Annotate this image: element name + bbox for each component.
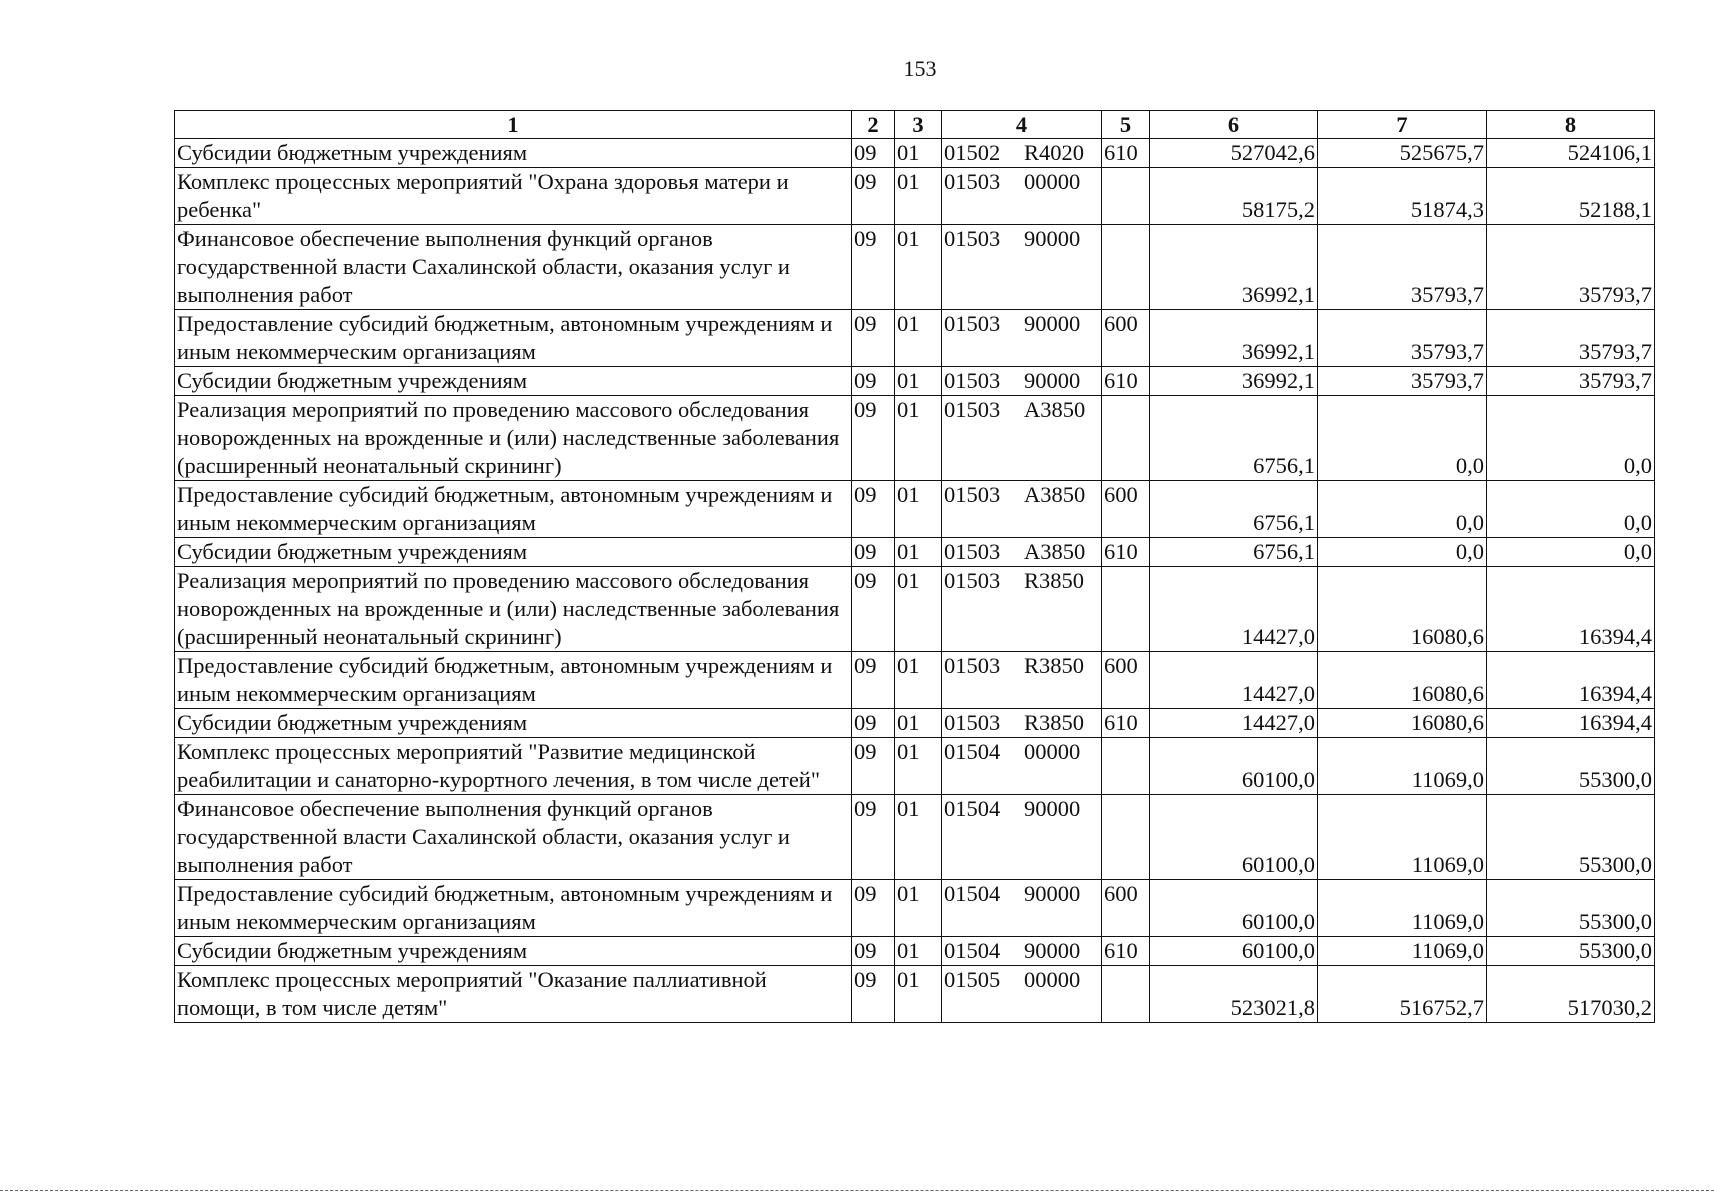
cell-amount-col6: 6756,1 [1150, 396, 1318, 481]
cell-section: 09 [852, 396, 895, 481]
cell-amount-col6: 60100,0 [1150, 795, 1318, 880]
cell-amount-col7: 0,0 [1318, 396, 1487, 481]
header-col-8: 8 [1487, 111, 1655, 139]
cell-name: Реализация мероприятий по проведению массового обследования новорожденных на врожденные и (или) наследственные заболевания (расширенный неонатальный скрининг) [175, 396, 852, 481]
cell-program-code: 01503 [944, 539, 1001, 564]
cell-amount-col6: 36992,1 [1150, 310, 1318, 367]
cell-section: 09 [852, 367, 895, 396]
cell-subsection: 01 [895, 168, 942, 225]
cell-direction-code: А3850 [1024, 397, 1086, 422]
table-row [175, 367, 1655, 396]
cell-amount-col7: 11069,0 [1318, 937, 1487, 966]
table-row [175, 937, 1655, 966]
page-number: 153 [903, 56, 937, 81]
cell-target-article [942, 738, 1102, 795]
table-row [175, 481, 1655, 538]
cell-subsection: 01 [895, 937, 942, 966]
cell-target-article [942, 396, 1102, 481]
table-header [175, 111, 1655, 139]
cell-amount-col7: 16080,6 [1318, 567, 1487, 652]
cell-section: 09 [852, 709, 895, 738]
cell-target-article [942, 481, 1102, 538]
cell-program-code: 01504 [944, 938, 1001, 963]
cell-amount-col6: 6756,1 [1150, 538, 1318, 567]
cell-expense-type: 600 [1102, 880, 1150, 937]
cell-subsection: 01 [895, 139, 942, 168]
cell-amount-col7: 35793,7 [1318, 310, 1487, 367]
cell-target-article [942, 652, 1102, 709]
cell-subsection: 01 [895, 225, 942, 310]
cell-expense-type: 610 [1102, 367, 1150, 396]
cell-direction-code: 90000 [1024, 226, 1081, 251]
cell-name: Субсидии бюджетным учреждениям [175, 367, 852, 396]
cell-program-code: 01503 [944, 169, 1001, 194]
cell-amount-col7: 516752,7 [1318, 966, 1487, 1023]
cell-section: 09 [852, 481, 895, 538]
cell-program-code: 01505 [944, 967, 1001, 992]
cell-amount-col7: 11069,0 [1318, 738, 1487, 795]
cell-program-code: 01503 [944, 653, 1001, 678]
cell-name: Субсидии бюджетным учреждениям [175, 709, 852, 738]
cell-name: Комплекс процессных мероприятий "Развитие медицинской реабилитации и санаторно-курортного лечения, в том числе детей" [175, 738, 852, 795]
cell-section: 09 [852, 738, 895, 795]
cell-expense-type: 610 [1102, 538, 1150, 567]
cell-amount-col7: 0,0 [1318, 538, 1487, 567]
cell-amount-col7: 16080,6 [1318, 709, 1487, 738]
cell-name: Субсидии бюджетным учреждениям [175, 937, 852, 966]
cell-expense-type [1102, 738, 1150, 795]
cell-target-article [942, 168, 1102, 225]
cell-name: Финансовое обеспечение выполнения функций органов государственной власти Сахалинской области, оказания услуг и выполнения работ [175, 225, 852, 310]
table-row [175, 168, 1655, 225]
cell-amount-col8: 16394,4 [1487, 652, 1655, 709]
cell-amount-col7: 35793,7 [1318, 367, 1487, 396]
cell-amount-col6: 14427,0 [1150, 567, 1318, 652]
cell-amount-col8: 55300,0 [1487, 937, 1655, 966]
table-row [175, 310, 1655, 367]
cell-expense-type: 600 [1102, 652, 1150, 709]
cell-section: 09 [852, 310, 895, 367]
cell-amount-col8: 55300,0 [1487, 795, 1655, 880]
cell-program-code: 01503 [944, 710, 1001, 735]
cell-amount-col7: 11069,0 [1318, 880, 1487, 937]
cell-amount-col7: 0,0 [1318, 481, 1487, 538]
budget-table [174, 110, 1655, 1023]
cell-program-code: 01504 [944, 796, 1001, 821]
cell-target-article [942, 880, 1102, 937]
cell-amount-col8: 0,0 [1487, 481, 1655, 538]
cell-program-code: 01503 [944, 311, 1001, 336]
cell-section: 09 [852, 880, 895, 937]
cell-program-code: 01503 [944, 568, 1001, 593]
cell-amount-col7: 525675,7 [1318, 139, 1487, 168]
cell-amount-col8: 35793,7 [1487, 310, 1655, 367]
cell-subsection: 01 [895, 567, 942, 652]
cell-section: 09 [852, 168, 895, 225]
cell-section: 09 [852, 652, 895, 709]
cell-expense-type [1102, 795, 1150, 880]
cell-section: 09 [852, 139, 895, 168]
cell-amount-col6: 527042,6 [1150, 139, 1318, 168]
cell-amount-col6: 36992,1 [1150, 367, 1318, 396]
header-col-6: 6 [1150, 111, 1318, 139]
cell-amount-col7: 16080,6 [1318, 652, 1487, 709]
cell-amount-col6: 60100,0 [1150, 738, 1318, 795]
header-row [175, 111, 1655, 139]
table-row [175, 652, 1655, 709]
cell-program-code: 01503 [944, 368, 1001, 393]
cell-direction-code: А3850 [1024, 482, 1086, 507]
cell-expense-type [1102, 168, 1150, 225]
cell-section: 09 [852, 795, 895, 880]
cell-amount-col6: 523021,8 [1150, 966, 1318, 1023]
table-row [175, 225, 1655, 310]
cell-direction-code: R4020 [1024, 140, 1085, 165]
cell-name: Реализация мероприятий по проведению массового обследования новорожденных на врожденные и (или) наследственные заболевания (расширенный неонатальный скрининг) [175, 567, 852, 652]
cell-subsection: 01 [895, 966, 942, 1023]
cell-name: Субсидии бюджетным учреждениям [175, 139, 852, 168]
cell-amount-col8: 0,0 [1487, 396, 1655, 481]
cell-subsection: 01 [895, 310, 942, 367]
cell-expense-type: 610 [1102, 709, 1150, 738]
header-col-3: 3 [895, 111, 942, 139]
cell-subsection: 01 [895, 738, 942, 795]
header-col-2: 2 [852, 111, 895, 139]
cell-target-article [942, 310, 1102, 367]
cell-program-code: 01503 [944, 226, 1001, 251]
cell-amount-col8: 35793,7 [1487, 367, 1655, 396]
cell-amount-col6: 60100,0 [1150, 880, 1318, 937]
cell-amount-col7: 11069,0 [1318, 795, 1487, 880]
cell-amount-col8: 524106,1 [1487, 139, 1655, 168]
cell-target-article [942, 795, 1102, 880]
table-row [175, 880, 1655, 937]
cell-amount-col8: 55300,0 [1487, 880, 1655, 937]
cell-direction-code: 00000 [1024, 967, 1081, 992]
cell-amount-col8: 52188,1 [1487, 168, 1655, 225]
cell-name: Предоставление субсидий бюджетным, автономным учреждениям и иным некоммерческим организациям [175, 880, 852, 937]
cell-direction-code: 90000 [1024, 311, 1081, 336]
cell-name: Комплекс процессных мероприятий "Оказание паллиативной помощи, в том числе детям" [175, 966, 852, 1023]
cell-expense-type: 600 [1102, 481, 1150, 538]
cell-subsection: 01 [895, 481, 942, 538]
cell-program-code: 01503 [944, 397, 1001, 422]
cell-amount-col6: 14427,0 [1150, 652, 1318, 709]
cell-target-article [942, 966, 1102, 1023]
cell-subsection: 01 [895, 538, 942, 567]
cell-name: Субсидии бюджетным учреждениям [175, 538, 852, 567]
cell-direction-code: 90000 [1024, 796, 1081, 821]
table-row [175, 567, 1655, 652]
header-col-1: 1 [175, 111, 852, 139]
table-row [175, 795, 1655, 880]
cell-program-code: 01503 [944, 482, 1001, 507]
cell-direction-code: 90000 [1024, 881, 1081, 906]
cell-expense-type [1102, 396, 1150, 481]
header-col-5: 5 [1102, 111, 1150, 139]
cell-subsection: 01 [895, 709, 942, 738]
header-col-7: 7 [1318, 111, 1487, 139]
cell-target-article [942, 567, 1102, 652]
page-bottom-rule [0, 1190, 1714, 1191]
table-body [175, 139, 1655, 1023]
cell-amount-col6: 6756,1 [1150, 481, 1318, 538]
cell-expense-type: 600 [1102, 310, 1150, 367]
cell-subsection: 01 [895, 652, 942, 709]
cell-expense-type: 610 [1102, 937, 1150, 966]
cell-direction-code: 90000 [1024, 368, 1081, 393]
cell-name: Финансовое обеспечение выполнения функций органов государственной власти Сахалинской области, оказания услуг и выполнения работ [175, 795, 852, 880]
cell-program-code: 01502 [944, 140, 1001, 165]
cell-name: Предоставление субсидий бюджетным, автономным учреждениям и иным некоммерческим организациям [175, 310, 852, 367]
cell-amount-col7: 51874,3 [1318, 168, 1487, 225]
cell-name: Предоставление субсидий бюджетным, автономным учреждениям и иным некоммерческим организациям [175, 652, 852, 709]
cell-amount-col8: 16394,4 [1487, 567, 1655, 652]
cell-amount-col6: 36992,1 [1150, 225, 1318, 310]
cell-direction-code: 90000 [1024, 938, 1081, 963]
cell-amount-col8: 55300,0 [1487, 738, 1655, 795]
cell-target-article [942, 538, 1102, 567]
cell-target-article [942, 367, 1102, 396]
cell-subsection: 01 [895, 795, 942, 880]
cell-program-code: 01504 [944, 739, 1001, 764]
cell-direction-code: 00000 [1024, 739, 1081, 764]
cell-target-article [942, 139, 1102, 168]
cell-subsection: 01 [895, 880, 942, 937]
cell-amount-col8: 0,0 [1487, 538, 1655, 567]
table-row [175, 709, 1655, 738]
table-row [175, 139, 1655, 168]
cell-section: 09 [852, 937, 895, 966]
cell-subsection: 01 [895, 396, 942, 481]
cell-target-article [942, 225, 1102, 310]
table-row [175, 738, 1655, 795]
cell-expense-type [1102, 225, 1150, 310]
cell-expense-type: 610 [1102, 139, 1150, 168]
header-col-4: 4 [942, 111, 1102, 139]
cell-direction-code: R3850 [1024, 568, 1085, 593]
table-row [175, 538, 1655, 567]
cell-amount-col8: 517030,2 [1487, 966, 1655, 1023]
cell-section: 09 [852, 966, 895, 1023]
cell-expense-type [1102, 966, 1150, 1023]
cell-amount-col6: 14427,0 [1150, 709, 1318, 738]
cell-amount-col7: 35793,7 [1318, 225, 1487, 310]
cell-direction-code: А3850 [1024, 539, 1086, 564]
cell-target-article [942, 937, 1102, 966]
cell-amount-col8: 35793,7 [1487, 225, 1655, 310]
cell-subsection: 01 [895, 367, 942, 396]
cell-amount-col6: 60100,0 [1150, 937, 1318, 966]
cell-name: Предоставление субсидий бюджетным, автономным учреждениям и иным некоммерческим организациям [175, 481, 852, 538]
cell-target-article [942, 709, 1102, 738]
cell-direction-code: R3850 [1024, 653, 1085, 678]
cell-direction-code: R3850 [1024, 710, 1085, 735]
cell-section: 09 [852, 225, 895, 310]
cell-section: 09 [852, 567, 895, 652]
cell-amount-col6: 58175,2 [1150, 168, 1318, 225]
cell-expense-type [1102, 567, 1150, 652]
cell-program-code: 01504 [944, 881, 1001, 906]
cell-amount-col8: 16394,4 [1487, 709, 1655, 738]
cell-section: 09 [852, 538, 895, 567]
cell-direction-code: 00000 [1024, 169, 1081, 194]
table-row [175, 396, 1655, 481]
table-row [175, 966, 1655, 1023]
cell-name: Комплекс процессных мероприятий "Охрана здоровья матери и ребенка" [175, 168, 852, 225]
